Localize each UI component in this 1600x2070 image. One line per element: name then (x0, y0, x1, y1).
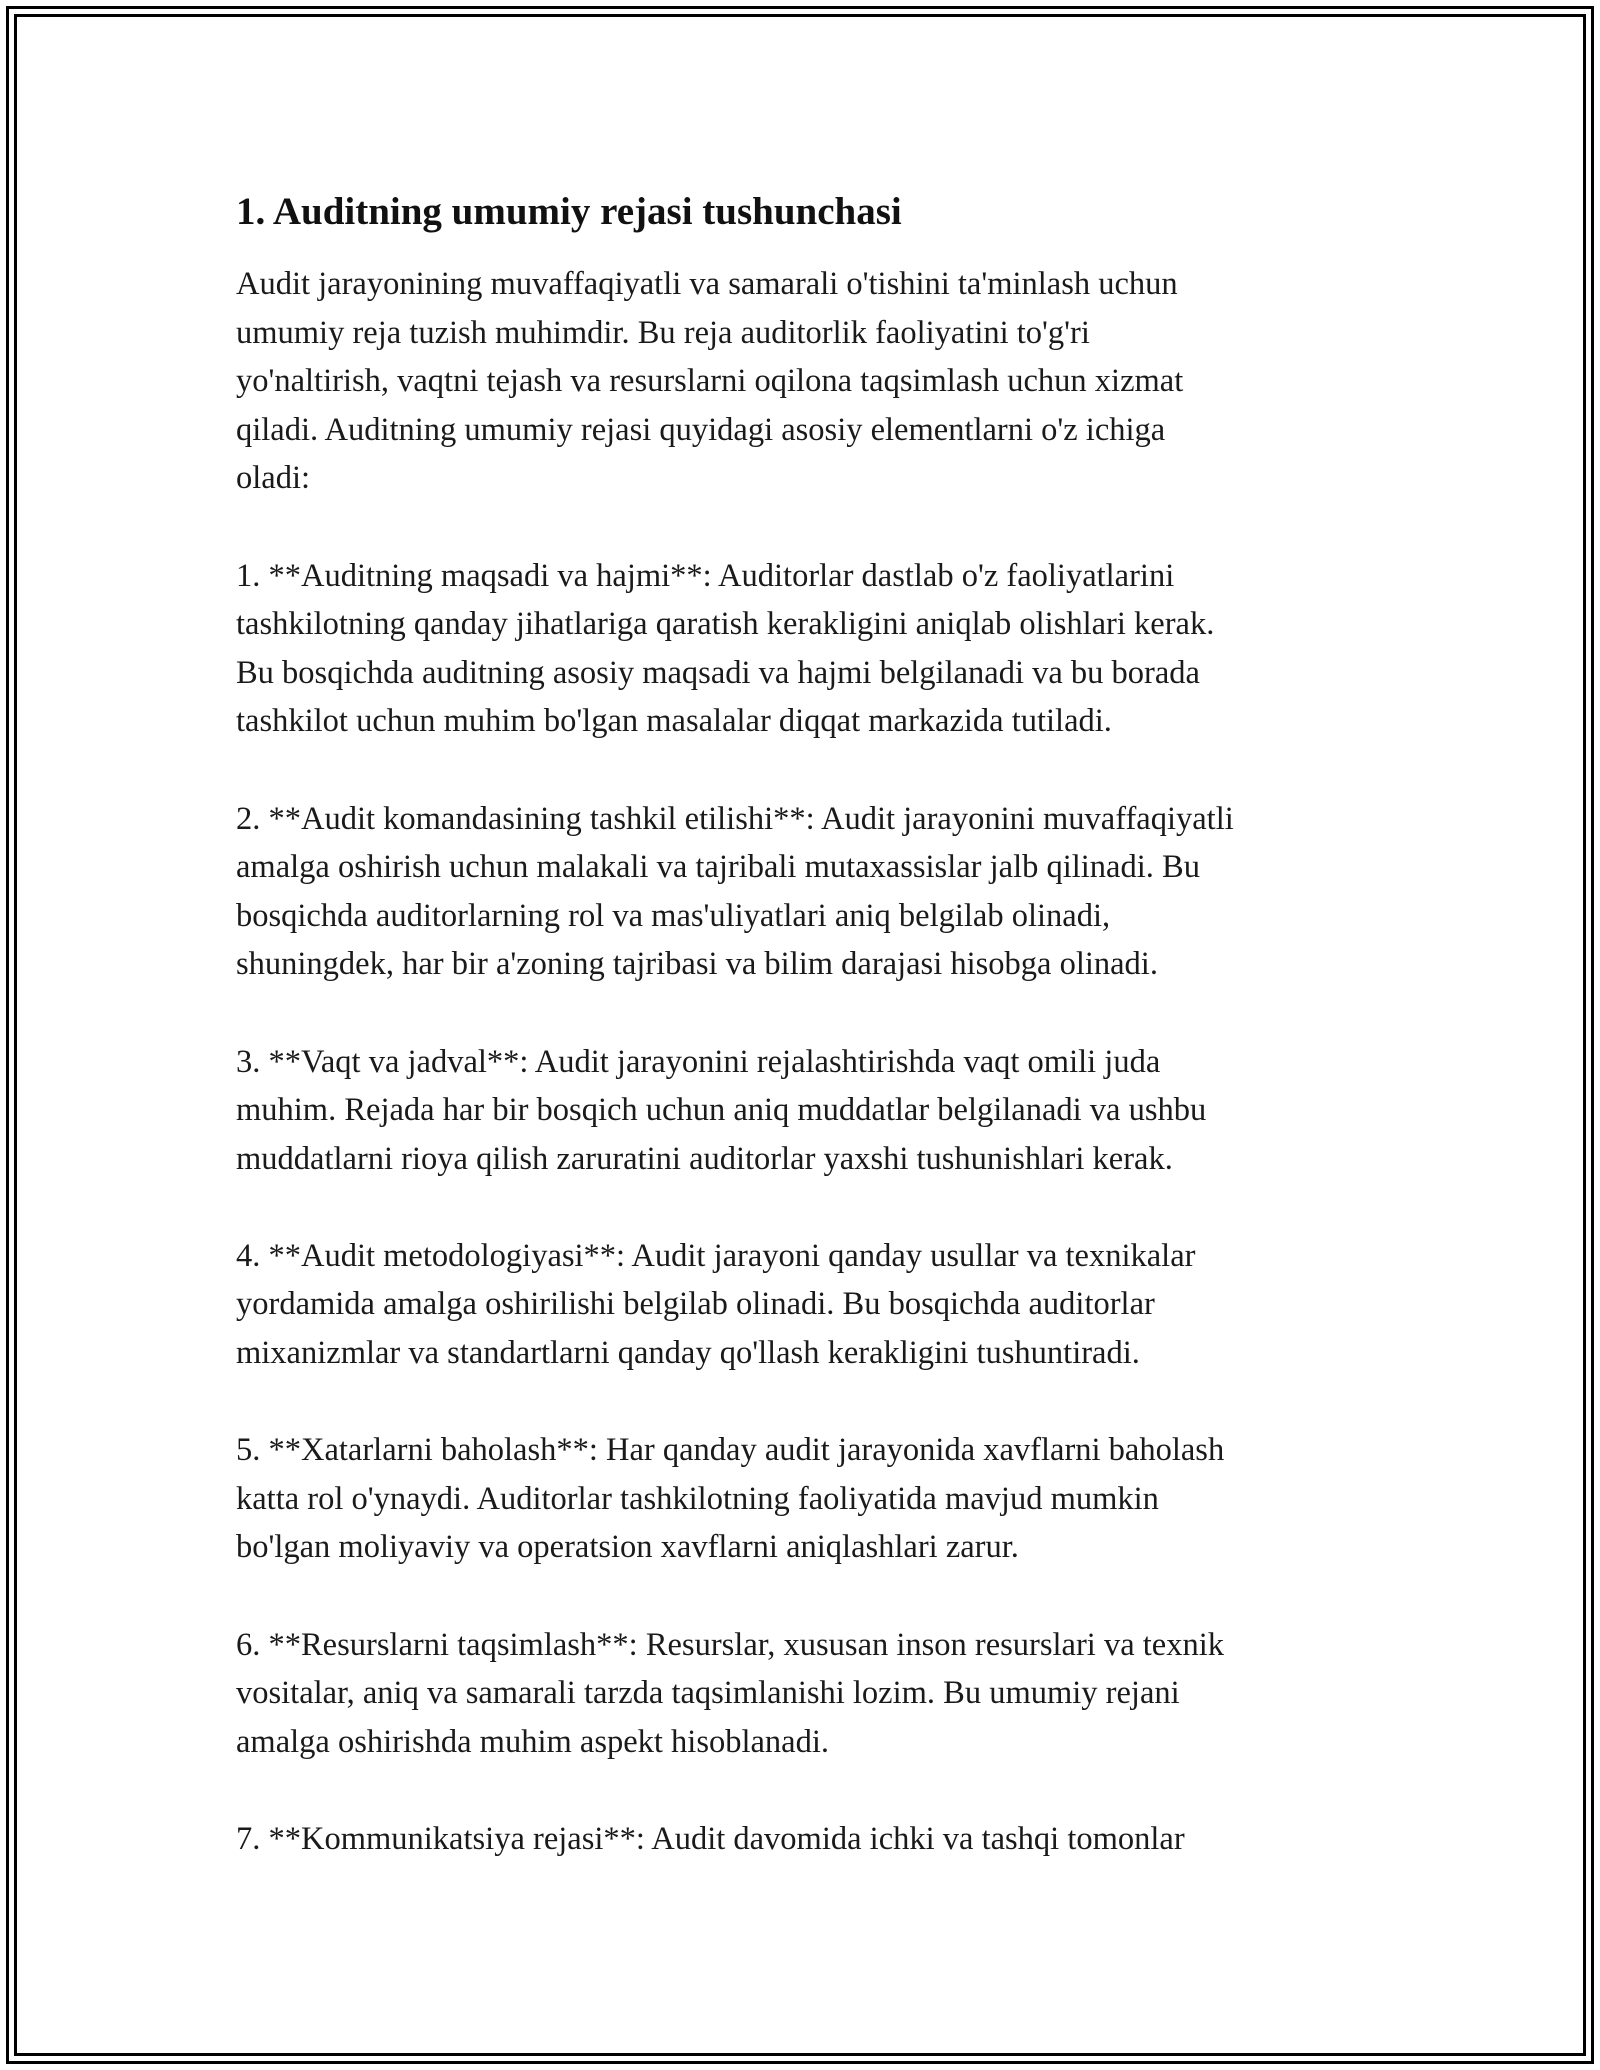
paragraph-item-5: 5. **Xatarlarni baholash**: Har qanday audit jarayonida xavflarni baholash katta rol o'ynaydi. Auditorlar tashkilotning faoliyatida mavjud mumkin bo'lgan moliyaviy va operatsion xavflarni aniqlashlari zarur. (236, 1432, 1225, 1566)
document-title: 1. Auditning umumiy rejasi tushunchasi (236, 190, 902, 233)
paragraph-intro: Audit jarayonining muvaffaqiyatli va samarali o'tishini ta'minlash uchun umumiy reja tuzish muhimdir. Bu reja auditorlik faoliyatini to'g'ri yo'naltirish, vaqtni tejash va resurslarni oqilona taqsimlash uchun xizmat qiladi. Auditning umumiy rejasi quyidagi asosiy elementlarni o'z ichiga oladi: (236, 266, 1184, 497)
paragraph-item-2: 2. **Audit komandasining tashkil etilishi**: Audit jarayonini muvaffaqiyatli amalga oshirish uchun malakali va tajribali mutaxassislar jalb qilinadi. Bu bosqichda auditorlarning rol va mas'uliyatlari aniq belgilab olinadi, shuningdek, har bir a'zoning tajribasi va bilim darajasi hisobga olinadi. (236, 800, 1234, 983)
paragraph-item-6: 6. **Resurslarni taqsimlash**: Resurslar, xususan inson resurslari va texnik vositalar, aniq va samarali tarzda taqsimlanishi lozim. Bu umumiy rejani amalga oshirishda muhim aspekt hisoblanadi. (236, 1626, 1224, 1760)
paragraph-item-7: 7. **Kommunikatsiya rejasi**: Audit davomida ichki va tashqi tomonlar (236, 1821, 1185, 1857)
paragraph-item-1: 1. **Auditning maqsadi va hajmi**: Auditorlar dastlab o'z faoliyatlarini tashkilotning qanday jihatlariga qaratish kerakligini aniqlab olishlari kerak. Bu bosqichda auditning asosiy maqsadi va hajmi belgilanadi va bu borada tashkilot uchun muhim bo'lgan masalalar diqqat markazida tutiladi. (236, 557, 1215, 740)
paragraph-item-3: 3. **Vaqt va jadval**: Audit jarayonini rejalashtirishda vaqt omili juda muhim. Rejada har bir bosqich uchun aniq muddatlar belgilanadi va ushbu muddatlarni rioya qilish zaruratini auditorlar yaxshi tushunishlari kerak. (236, 1043, 1207, 1177)
paragraph-item-4: 4. **Audit metodologiyasi**: Audit jarayoni qanday usullar va texnikalar yordamida amalga oshirilishi belgilab olinadi. Bu bosqichda auditorlar mixanizmlar va standartlarni qanday qo'llash kerakligini tushuntiradi. (236, 1237, 1196, 1372)
document-body (236, 188, 1386, 1864)
